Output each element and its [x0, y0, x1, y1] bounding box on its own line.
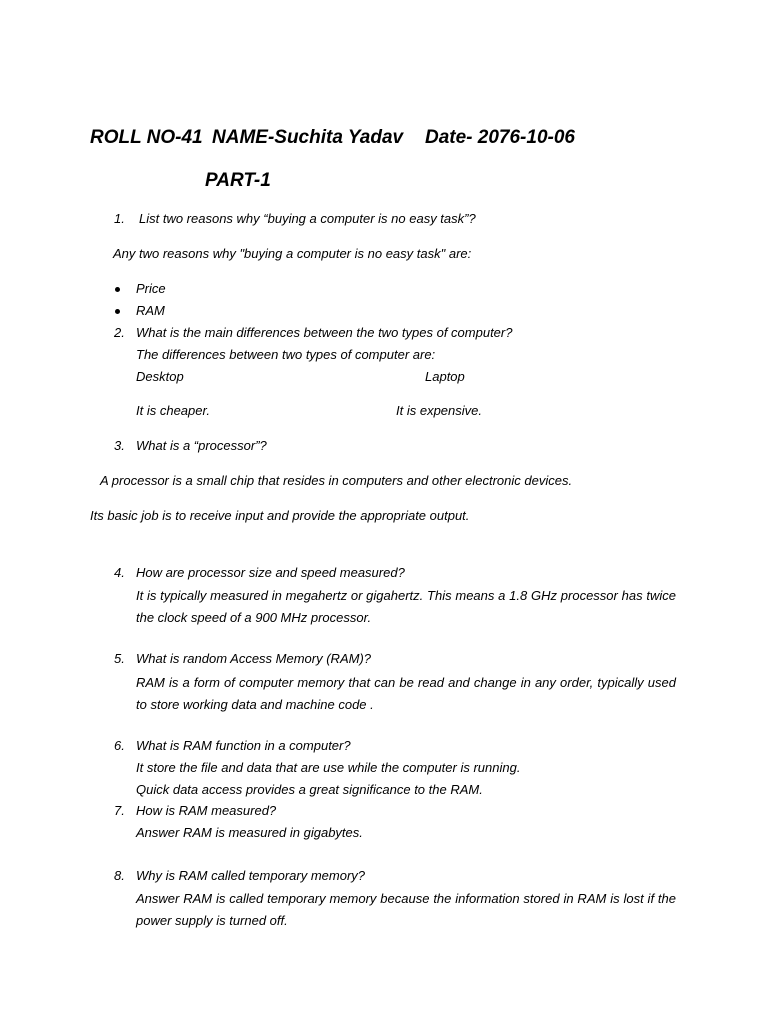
answer-intro: Any two reasons why "buying a computer is no easy task" are: [113, 246, 472, 261]
question-text: List two reasons why “buying a computer is no easy task”? [139, 211, 476, 226]
question-number: 1. [114, 211, 125, 226]
answer-text: It is typically measured in megahertz or gigahertz. This means a 1.8 GHz processor has twice the clock speed of a 900 MHz processor. [136, 588, 676, 625]
question-number: 3. [114, 438, 125, 453]
question-number: 2. [114, 325, 125, 340]
date: Date- 2076-10-06 [425, 127, 575, 148]
bullet-icon [115, 309, 120, 314]
answer-intro: The differences between two types of computer are: [136, 347, 436, 362]
column-heading-desktop: Desktop [136, 369, 184, 384]
roll-number: ROLL NO-41 [90, 127, 203, 148]
part-title: PART-1 [205, 170, 271, 191]
question-number: 6. [114, 738, 125, 753]
question-text: What is random Access Memory (RAM)? [136, 651, 372, 666]
question-text: Why is RAM called temporary memory? [136, 868, 365, 883]
question-text: How are processor size and speed measured? [136, 565, 405, 580]
answer-text: Its basic job is to receive input and provide the appropriate output. [90, 508, 470, 523]
answer-text: It store the file and data that are use while the computer is running. [136, 760, 521, 775]
answer-text: Answer RAM is called temporary memory because the information stored in RAM is lost if the power supply is turned off. [136, 891, 676, 928]
answer-text: Quick data access provides a great significance to the RAM. [136, 782, 483, 797]
answer-text: RAM is a form of computer memory that can be read and change in any order, typically used to store working data and machine code . [136, 675, 676, 712]
bullet-icon [115, 287, 120, 292]
question-text: What is RAM function in a computer? [136, 738, 351, 753]
list-item: Price [136, 281, 166, 296]
answer-text: A processor is a small chip that resides in computers and other electronic devices. [100, 473, 573, 488]
student-name: NAME-Suchita Yadav [212, 127, 404, 148]
question-number: 4. [114, 565, 125, 580]
laptop-value: It is expensive. [396, 403, 482, 418]
question-number: 5. [114, 651, 125, 666]
question-number: 8. [114, 868, 125, 883]
desktop-value: It is cheaper. [136, 403, 210, 418]
question-text: How is RAM measured? [136, 803, 277, 818]
list-item: RAM [136, 303, 165, 318]
column-heading-laptop: Laptop [425, 369, 465, 384]
question-number: 7. [114, 803, 125, 818]
answer-text: Answer RAM is measured in gigabytes. [136, 825, 363, 840]
question-text: What is the main differences between the two types of computer? [136, 325, 513, 340]
question-text: What is a “processor”? [136, 438, 267, 453]
